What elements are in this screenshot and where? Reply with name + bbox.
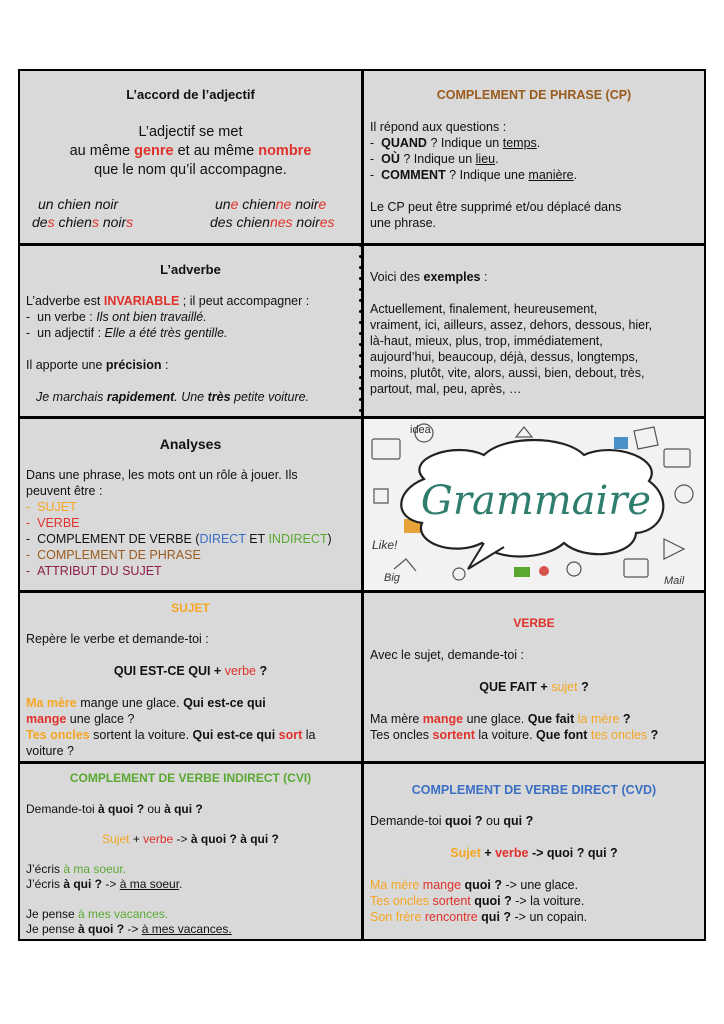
doodle-blue-icon (614, 437, 628, 449)
adverb-example: Je marchais rapidement. Une très petite voiture. (36, 390, 310, 404)
adjective-rule-line2: au même genre et au même nombre (69, 143, 312, 159)
example-masc-sing: un chien noir (38, 196, 119, 212)
analyses-title: Analyses (159, 436, 222, 452)
verbe-example1: Ma mère mange une glace. Que fait la mère ? (370, 712, 631, 726)
sujet-example2-line1: Tes oncles sortent la voiture. Qui est-ce qui sort la (26, 728, 316, 742)
adverb-title: L’adverbe (160, 262, 221, 277)
examples-line: moins, plutôt, vite, alors, aussi, bien, debout, très, (370, 366, 645, 380)
adverb-precision: Il apporte une précision : (26, 358, 169, 372)
cp-outro-line2: une phrase. (370, 216, 437, 230)
analyses-item-cv: - COMPLEMENT DE VERBE (DIRECT ET INDIRECT) (26, 532, 332, 546)
adjective-agreement-cell (20, 71, 361, 243)
adverb-item-adjective: - un adjectif : Elle a été très gentille. (26, 326, 228, 340)
doodle-word-idea: idea (410, 424, 431, 436)
example-fem-sing: une chienne noire (215, 196, 327, 212)
sujet-example1-line1: Ma mère mange une glace. Qui est-ce qui (26, 696, 266, 710)
verbe-example2: Tes oncles sortent la voiture. Que font tes oncles ? (370, 728, 659, 742)
doodle-word-mail: Mail (664, 575, 685, 587)
doodle-word-big: Big (384, 572, 400, 584)
examples-line: partout, mal, peu, après, … (370, 382, 522, 396)
adjective-rule-line1: L’adjectif se met (138, 124, 243, 140)
analyses-item-attribut: - ATTRIBUT DU SUJET (26, 564, 162, 578)
cp-outro-line1: Le CP peut être supprimé et/ou déplacé dans (370, 200, 622, 214)
grammar-sheet-grid (18, 69, 706, 941)
analyses-item-verbe: - VERBE (26, 516, 80, 530)
example-masc-plural: des chiens noirs (32, 214, 134, 230)
cp-title: COMPLEMENT DE PHRASE (CP) (436, 88, 632, 102)
doodle-red-icon (539, 566, 549, 576)
cvi-formula: Sujet + verbe -> à quoi ? à qui ? (102, 832, 279, 846)
dotted-separator (359, 244, 365, 414)
cvi-example2-question: Je pense à quoi ? -> à mes vacances. (26, 922, 232, 936)
sujet-cell (20, 593, 361, 761)
analyses-item-sujet: - SUJET (26, 500, 77, 514)
cvi-cell (20, 764, 361, 939)
sujet-question: QUI EST-CE QUI + verbe ? (113, 664, 268, 678)
adverb-item-verb: - un verbe : Ils ont bien travaillé. (26, 310, 207, 324)
grammaire-illustration (364, 419, 704, 590)
cvd-example2: Tes oncles sortent quoi ? -> la voiture. (370, 894, 585, 908)
cvi-intro: Demande-toi à quoi ? ou à qui ? (26, 802, 203, 816)
examples-line: vraiment, ici, ailleurs, assez, dehors, dessous, hier, (370, 318, 653, 332)
cvd-title: COMPLEMENT DE VERBE DIRECT (CVD) (411, 783, 657, 797)
cp-question-ou: - OÙ ? Indique un lieu. (370, 152, 499, 166)
adverb-rule: L’adverbe est INVARIABLE ; il peut accompagner : (26, 294, 310, 308)
verbe-intro: Avec le sujet, demande-toi : (370, 648, 525, 662)
analyses-intro-line1: Dans une phrase, les mots ont un rôle à jouer. Ils (26, 468, 298, 482)
cvi-title: COMPLEMENT DE VERBE INDIRECT (CVI) (69, 771, 312, 785)
cvi-example1-question: J’écris à qui ? -> à ma soeur. (26, 877, 183, 891)
sujet-example2-line2: voiture ? (26, 744, 74, 758)
cvd-intro: Demande-toi quoi ? ou qui ? (370, 814, 534, 828)
examples-line: aujourd’hui, beaucoup, déjà, dessus, longtemps, (370, 350, 639, 364)
verbe-question: QUE FAIT + sujet ? (479, 680, 589, 694)
adjective-agreement-title: L’accord de l’adjectif (126, 87, 255, 102)
analyses-item-cp: - COMPLEMENT DE PHRASE (26, 548, 201, 562)
grammaire-title: Grammaire (420, 478, 652, 524)
examples-line: Actuellement, finalement, heureusement, (370, 302, 598, 316)
example-fem-plural: des chiennes noires (210, 214, 335, 230)
cp-cell (364, 71, 704, 243)
cvi-example2: Je pense à mes vacances. (26, 907, 169, 921)
examples-intro: Voici des exemples : (370, 270, 488, 284)
cvi-example1: J’écris à ma soeur. (26, 862, 127, 876)
verbe-title: VERBE (513, 616, 555, 630)
verbe-cell (364, 593, 704, 761)
cvd-example3: Son frère rencontre qui ? -> un copain. (370, 910, 588, 924)
cp-intro: Il répond aux questions : (370, 120, 507, 134)
sujet-intro: Repère le verbe et demande-toi : (26, 632, 209, 646)
adverb-cell (20, 246, 361, 416)
cp-question-comment: - COMMENT ? Indique une manière. (370, 168, 578, 182)
adjective-rule-line3: que le nom qu’il accompagne. (94, 162, 287, 178)
examples-line: là-haut, mieux, plus, trop, immédiatement, (370, 334, 603, 348)
doodle-green-icon (514, 567, 530, 577)
sujet-title: SUJET (171, 601, 210, 615)
grammaire-svg (364, 419, 704, 590)
cp-question-quand: - QUAND ? Indique un temps. (370, 136, 541, 150)
cvd-example1: Ma mère mange quoi ? -> une glace. (370, 878, 579, 892)
analyses-intro-line2: peuvent être : (26, 484, 103, 498)
doodle-word-like: Like! (372, 538, 398, 552)
adverb-examples-cell (364, 246, 704, 416)
cvd-cell (364, 764, 704, 939)
sujet-example1-line2: mange une glace ? (26, 712, 135, 726)
analyses-cell (20, 419, 361, 590)
cvd-formula: Sujet + verbe -> quoi ? qui ? (450, 846, 618, 860)
